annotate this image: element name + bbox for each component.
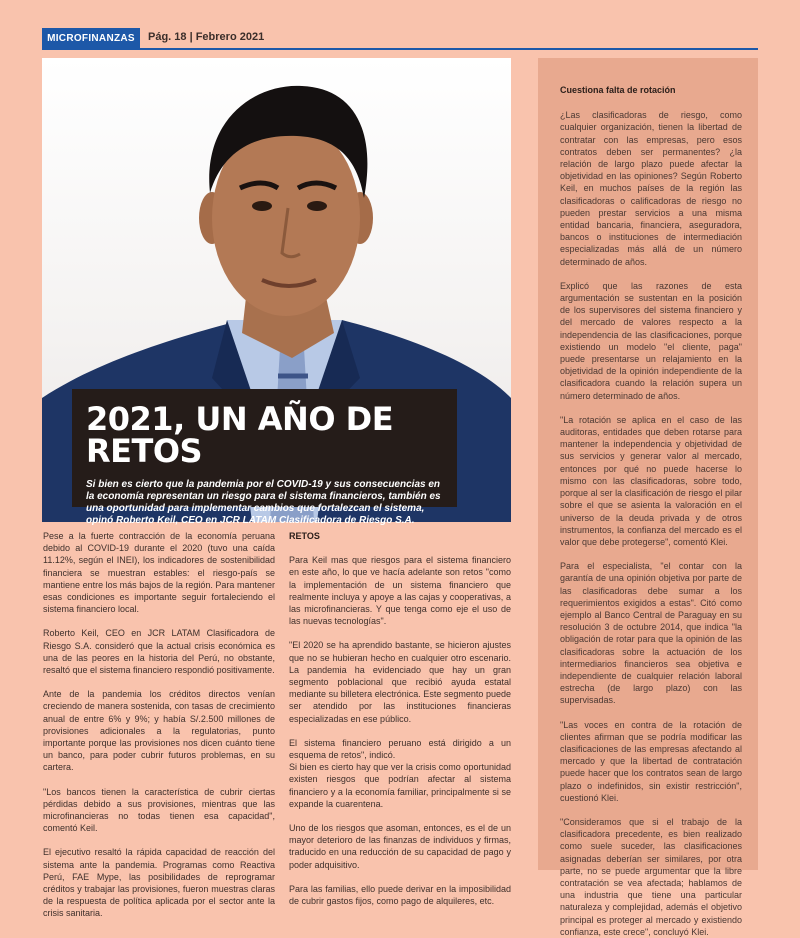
paragraph: "Consideramos que si el trabajo de la clasificadora precedente, es bien realizado como suele suceder, las clasificaciones asignadas deberían ser similares, por otra parte, no se puede argumentar que la libre contratación se vea afectada; hablamos de una industria que tiene una particular naturaleza y complejidad, además el objetivo principal es proteger al mercado y existiendo confianza, este crece", concluyó Klei. <box>560 816 742 937</box>
header-rule <box>42 48 758 50</box>
sidebar-heading: Cuestiona falta de rotación <box>560 85 676 95</box>
page-header <box>42 28 758 50</box>
headline-title: 2021, UN AÑO DE RETOS <box>86 400 394 470</box>
paragraph: El ejecutivo resaltó la rápida capacidad de reacción del sistema ante la pandemia. Programas como Reactiva Perú, FAE Mype, las posibilidades de reprogramar créditos y trabajar las provisiones, fueron muestras claras de la respuesta de política aplicada por el sector ante la crisis sanitaria. <box>43 847 275 919</box>
paragraph: "El 2020 se ha aprendido bastante, se hicieron ajustes que no se hubieran hecho en cualquier otro escenario. La pandemia ha evidenciado que hay un gran segmento poblacional que recibió ayuda estatal mediante su billetera electrónica. Este segmento puede ser atendido por las instituciones financieras especializadas en ese público. <box>289 640 511 724</box>
paragraph: Explicó que las razones de esta argumentación se sustentan en la posición de los supervisores del sistema financiero y del mercado de valores respecto a la independencia de las clasificaciones, porque existiendo un modelo "el cliente, paga" puede presentarse un relajamiento en la objetividad de la opinión independiente de la clasificadora cuando la relación supera un número determinado de años. <box>560 280 742 401</box>
paragraph: "Los bancos tienen la característica de cubrir ciertas pérdidas debido a sus provisiones, mientras que las microfinancieras no todas tienen esa capacidad", comentó Keil. <box>43 786 275 834</box>
article-column-2 <box>289 530 511 919</box>
magazine-logo: MICROFINANZAS <box>42 28 140 48</box>
sidebar-box <box>538 58 758 937</box>
paragraph: Roberto Keil, CEO en JCR LATAM Clasificadora de Riesgo S.A. consideró que la actual crisis económica es una de las peores en la historia del Perú, no obstante, resaltó que el sistema financiero respondió positivamente. <box>43 628 275 676</box>
paragraph: Uno de los riesgos que asoman, entonces, es el de un mayor deterioro de las finanzas de individuos y firmas, traducido en una reducción de su capacidad de pago y poder adquisitivo. <box>289 823 511 870</box>
paragraph: "Las voces en contra de la rotación de clientes afirman que se podría modificar las clasificaciones de las empresas afectando al mercado y que la libertad de contratación puede hacer que los contratos sean de largo plazo o indefinidos, sin existir restricción", cuestionó Klei. <box>560 719 742 803</box>
paragraph: "La rotación se aplica en el caso de las auditoras, entidades que deben rotarse para mantener la independencia y objetividad de sus servicios y generar valor al mercado, entonces por qué no puede hacerse lo mismo con las clasificadoras, sobre todo, porque al ser la clasificación de riesgo el pilar sobre el que se asienta la valoración en el universo de la deuda privada y de otros instrumentos, la confianza del mercado es el valor que debe protegerse", comentó Klei. <box>560 414 742 547</box>
paragraph: Para las familias, ello puede derivar en la imposibilidad de cubrir gastos fijos, como pago de alquileres, etc. <box>289 883 511 907</box>
paragraph: Pese a la fuerte contracción de la economía peruana debido al COVID-19 durante el 2020 (tuvo una caída 11.12%, según el INEI), los indicadores de sostenibilidad financiera se muestran estables: el riesgo-país se mantiene entre los más bajos de la región. Para mantener esas condiciones es importante seguir fortaleciendo el sistema financiero local. <box>43 531 275 615</box>
paragraph: El sistema financiero peruano está dirigido a un esquema de retos", indicó. Si bien es cierto hay que ver la crisis como oportunidad existen riesgos que podrían afectar al sistema financiero y a la economía familiar, principalmente si se expande la cuarentena. <box>289 737 511 809</box>
headline-box <box>72 389 457 526</box>
headline-subtitle: Si bien es cierto que la pandemia por el COVID-19 y sus consecuencias en la economía representan un riesgo para el sistema financieros, también es una oportunidad para implementar cambios que fortalezcan el sistema, opinó Roberto Keil, CEO en JCR LATAM Clasificadora de Riesgo S.A. <box>86 479 441 526</box>
page-info: Pág. 18 | Febrero 2021 <box>148 31 265 43</box>
paragraph: Para el especialista, "el contar con la garantía de una opinión objetiva por parte de las clasificadoras debe sumar a los requerimientos exigidos a estas". Citó como ejemplo al Banco Central de Paraguay en su resolución 3 de octubre 2014, que indica "la obligación de rotar para que la opinión de las clasificadoras sobre la actuación de los intermediarios financieros sea objetiva e independiente de cualquier relación laboral estrecha (de largo plazo) con las supervisadas. <box>560 561 742 706</box>
paragraph: ¿Las clasificadoras de riesgo, como cualquier organización, tienen la libertad de contratar con las empresas, pero esos contratos deben ser permanentes? ¿la relación de largo plazo puede afectar la objetividad en las opiniones? Según Roberto Keil, en muchos países de la región las clasificadoras o calificadoras de riesgo no pueden prestar servicios a una misma entidad bancaria, financiera, aseguradora, bancos o instituciones de intermediación especializadas más allá de un número determinado de años. <box>560 110 742 267</box>
article-column-1 <box>43 530 275 932</box>
paragraph: Ante de la pandemia los créditos directos venían creciendo de manera sostenida, con tasas de crecimiento anual de entre 6% y 9%; y había S/.2.500 millones de provisiones adicionales a la regulatorias, punto importante porque las provisiones nos dicen cuánto tiene un banco, para poder cubrir futuros problemas, en su cartera. <box>43 689 275 773</box>
section-heading: RETOS <box>289 531 320 541</box>
paragraph: Para Keil mas que riesgos para el sistema financiero en este año, lo que ve hacía adelante son retos "como la implementación de un sistema financiero que realmente incluya y apoye a las cajas y cooperativas, a las microfinancieras. Y que tenga como eje el uso de las nuevas tecnologías". <box>289 555 511 627</box>
